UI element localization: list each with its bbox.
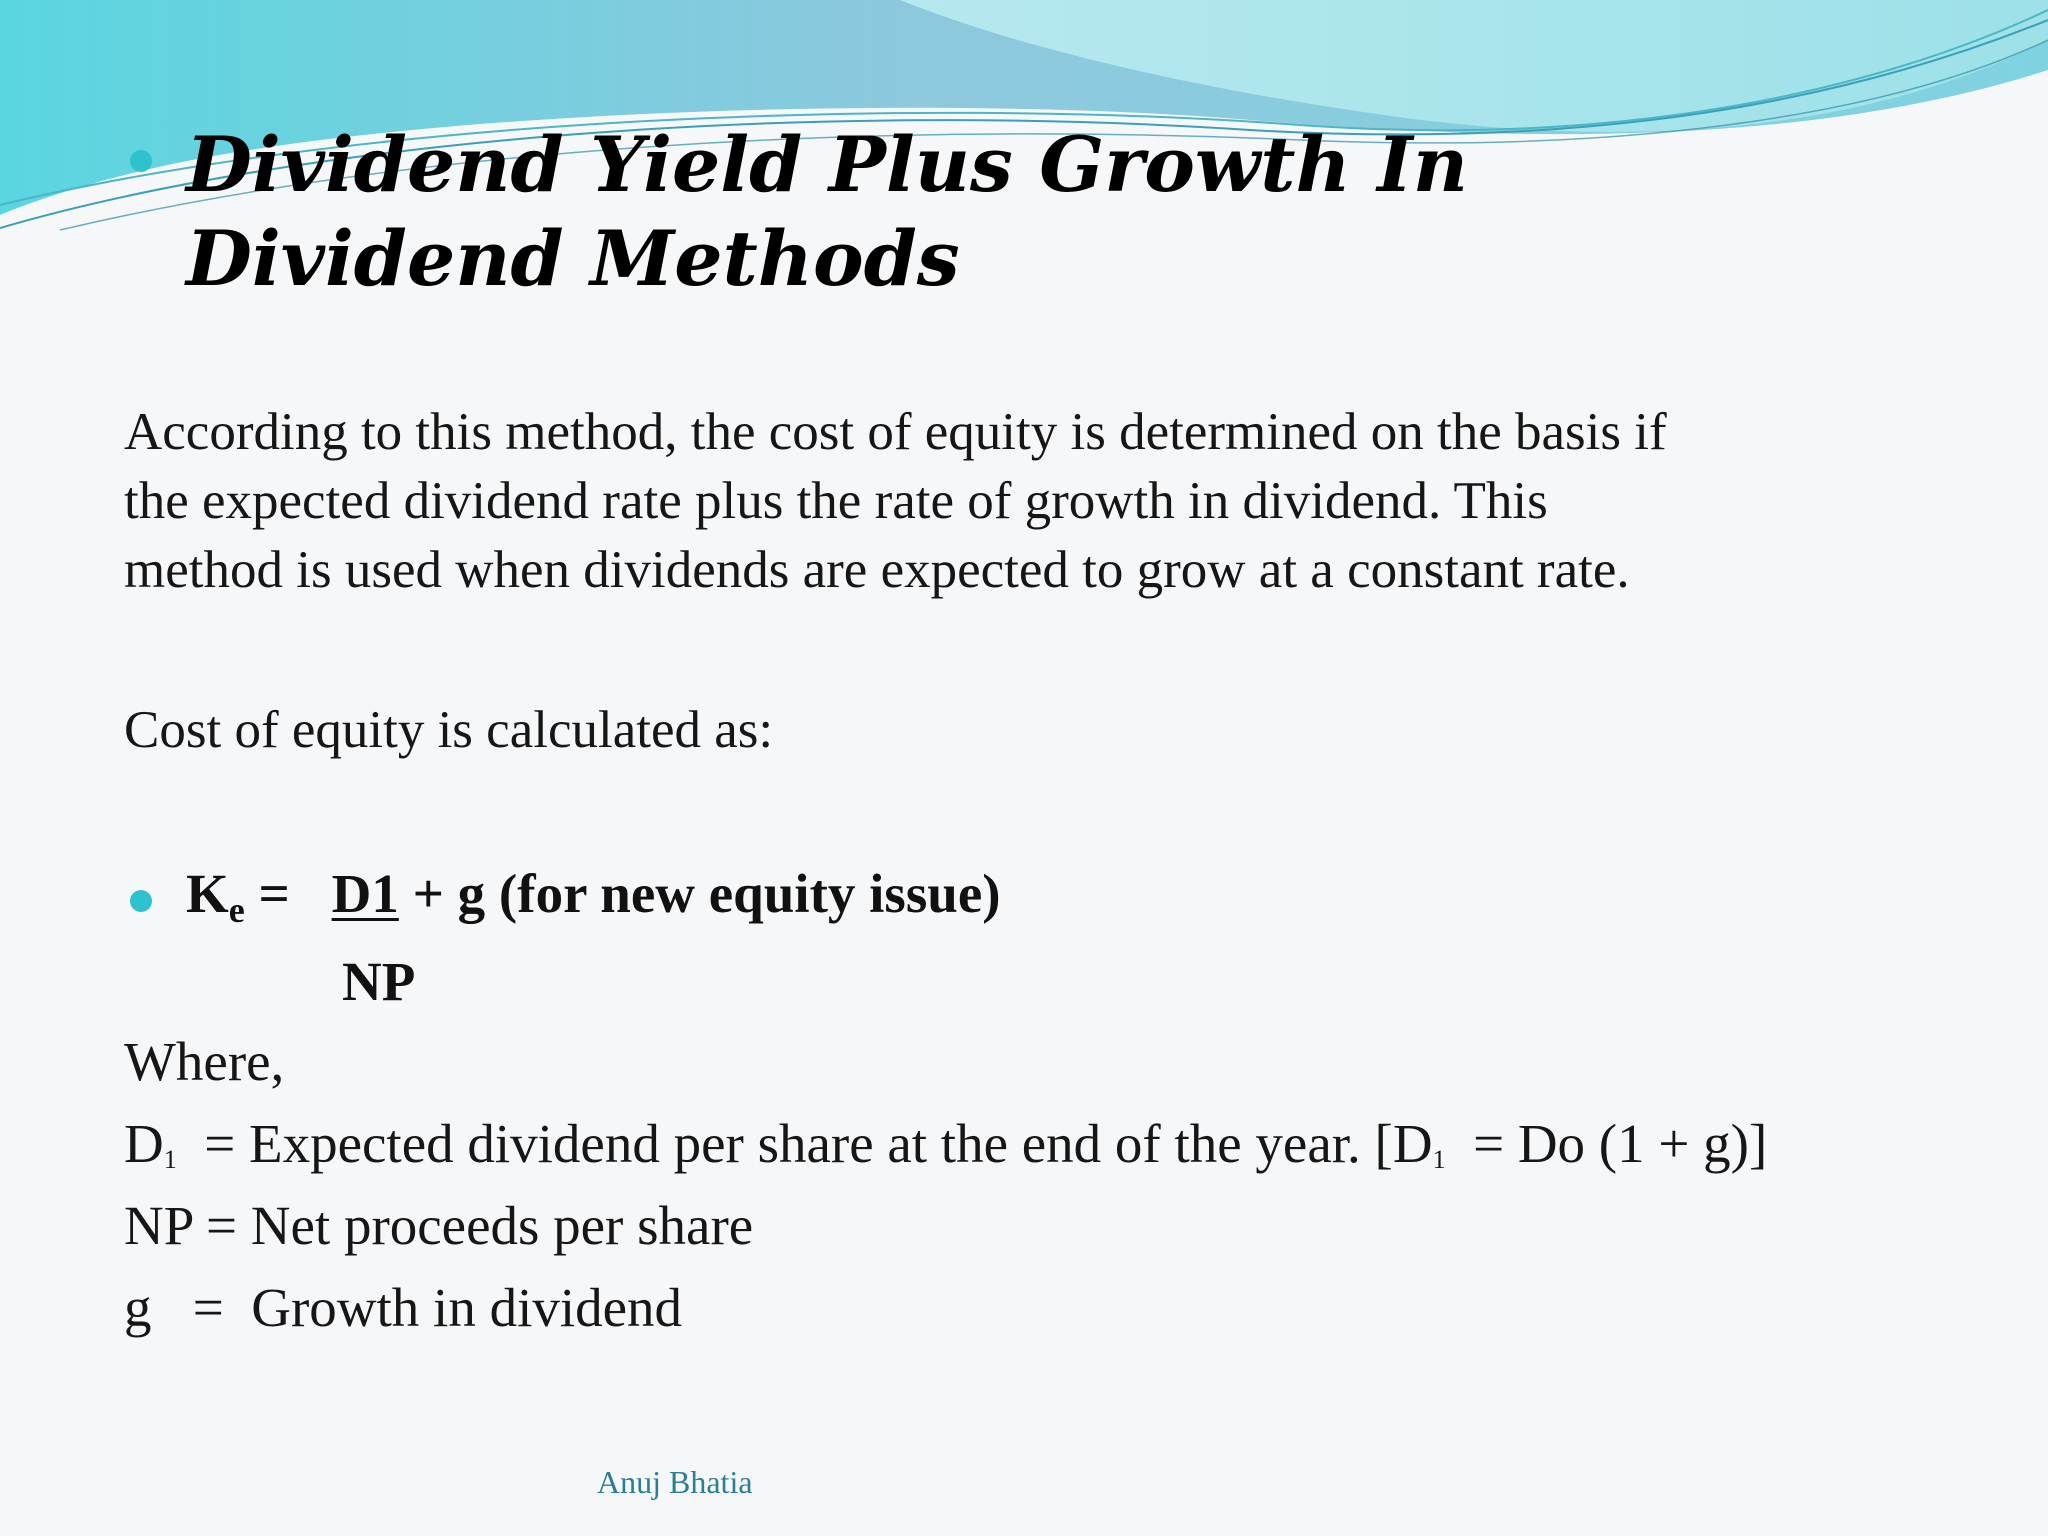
slide-title: Dividend Yield Plus Growth In Dividend Methods — [186, 120, 1468, 303]
d1-subscript: 1 — [163, 1145, 177, 1174]
footer-author: Anuj Bhatia — [597, 1464, 753, 1500]
where-label: Where, — [124, 1031, 285, 1092]
paragraph-line: the expected dividend rate plus the rate of growth in dividend. This — [124, 472, 1548, 530]
paragraph-line: According to this method, the cost of equity is determined on the basis if — [124, 403, 1667, 461]
d1-subscript-2: 1 — [1432, 1145, 1446, 1174]
formula-lhs: K — [186, 863, 229, 924]
d1-symbol: D — [124, 1113, 164, 1174]
definition-d1 — [124, 1112, 1767, 1175]
d1-text: = Expected dividend per share at the end of the year. [D — [176, 1113, 1433, 1174]
formula-lhs-subscript: e — [228, 890, 245, 930]
d1-tail: = Do (1 + g)] — [1445, 1113, 1768, 1174]
formula-equals: = — [244, 863, 290, 924]
cost-of-equity-formula — [186, 862, 1001, 931]
formula-denominator: NP — [342, 951, 416, 1012]
formula-intro: Cost of equity is calculated as: — [124, 701, 774, 759]
formula-numerator: D1 — [331, 863, 399, 924]
definition-g: g = Growth in dividend — [124, 1277, 683, 1338]
formula-bullet-icon — [130, 890, 152, 912]
definition-np: NP = Net proceeds per share — [124, 1195, 754, 1256]
method-description — [124, 398, 1924, 605]
formula-rest: + g (for new equity issue) — [398, 863, 1001, 924]
title-bullet-icon — [130, 150, 152, 172]
paragraph-line: method is used when dividends are expected to grow at a constant rate. — [124, 541, 1630, 599]
